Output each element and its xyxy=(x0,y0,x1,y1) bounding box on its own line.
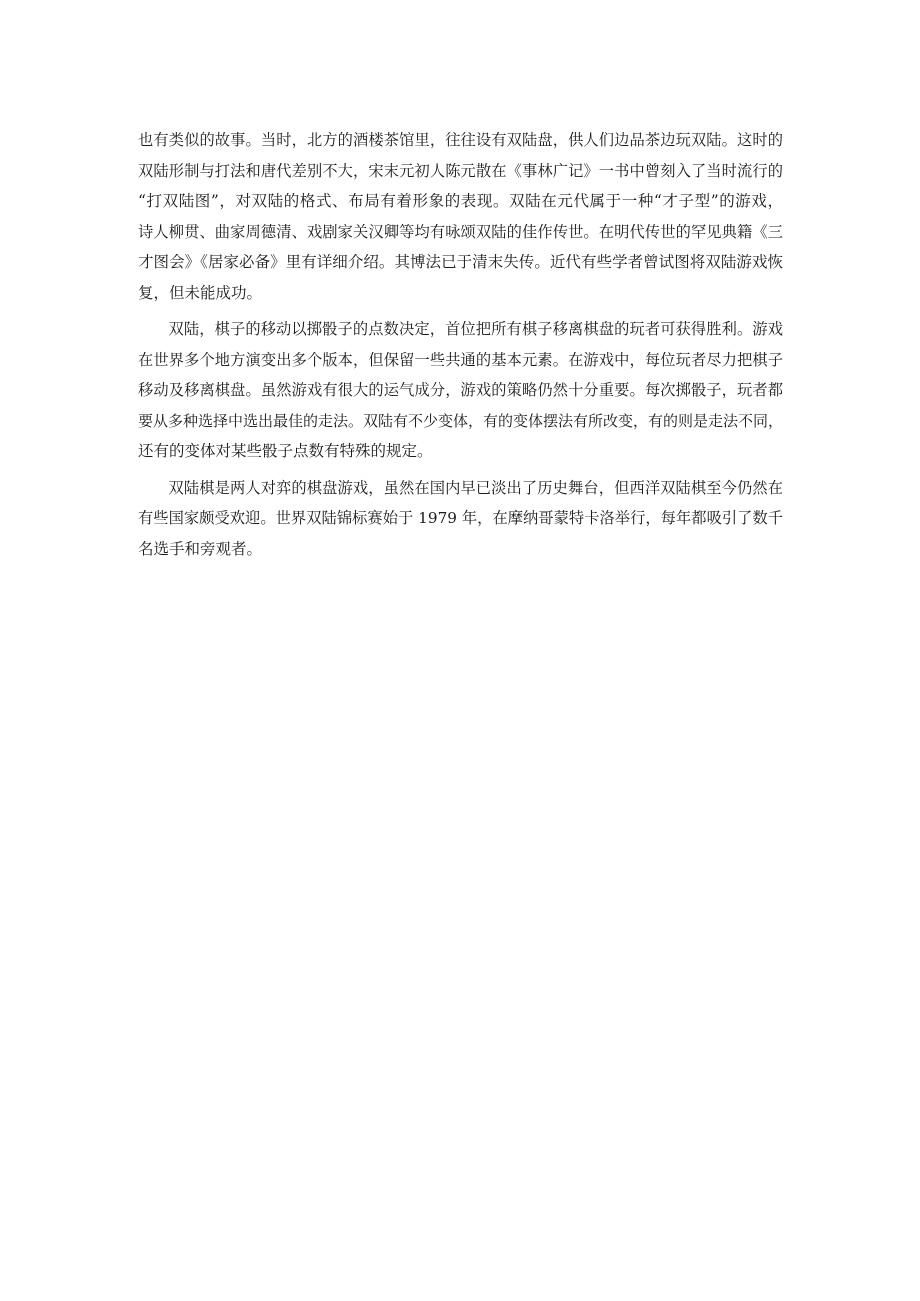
document-body xyxy=(138,125,783,570)
paragraph-modern xyxy=(138,473,783,565)
text-line: 要从多种选择中选出最佳的走法。双陆有不少变体，有的变体摆法有所改变，有的则是走法不同， xyxy=(138,411,784,430)
text-line: 诗人柳贯、曲家周德清、戏剧家关汉卿等均有咏颂双陆的佳作传世。在明代传世的罕见典籍《三 xyxy=(138,222,783,241)
text-line: 双陆形制与打法和唐代差别不大，宋末元初人陈元散在《事林广记》一书中曾刻入了当时流行的 xyxy=(138,161,783,180)
text-line: 双陆棋是两人对弈的棋盘游戏，虽然在国内早已淡出了历史舞台，但西洋双陆棋至今仍然在 xyxy=(168,478,783,497)
paragraph-rules xyxy=(138,314,783,467)
text-line: 也有类似的故事。当时，北方的酒楼茶馆里，往往设有双陆盘，供人们边品茶边玩双陆。这时的 xyxy=(138,131,783,149)
text-line: “打双陆图”，对双陆的格式、布局有着形象的表现。双陆在元代属于一种“才子型”的游戏， xyxy=(138,192,783,210)
text-line: 有些国家颇受欢迎。世界双陆锦标赛始于 1979 年，在摩纳哥蒙特卡洛举行，每年都吸引了数千 xyxy=(138,509,783,527)
text-line: 名选手和旁观者。 xyxy=(138,539,263,558)
text-line: 还有的变体对某些骰子点数有特殊的规定。 xyxy=(138,442,433,460)
text-line: 才图会》《居家必备》里有详细介绍。其博法已于清末失传。近代有些学者曾试图将双陆游戏恢 xyxy=(138,253,783,271)
text-line: 移动及移离棋盘。虽然游戏有很大的运气成分，游戏的策略仍然十分重要。每次掷骰子，玩者都 xyxy=(138,381,783,399)
text-line: 在世界多个地方演变出多个版本，但保留一些共通的基本元素。在游戏中，每位玩者尽力把棋子 xyxy=(138,350,783,369)
paragraph-history xyxy=(138,125,783,308)
text-line: 复，但未能成功。 xyxy=(138,283,263,302)
text-line: 双陆，棋子的移动以掷骰子的点数决定，首位把所有棋子移离棋盘的玩者可获得胜利。游戏 xyxy=(168,320,783,338)
